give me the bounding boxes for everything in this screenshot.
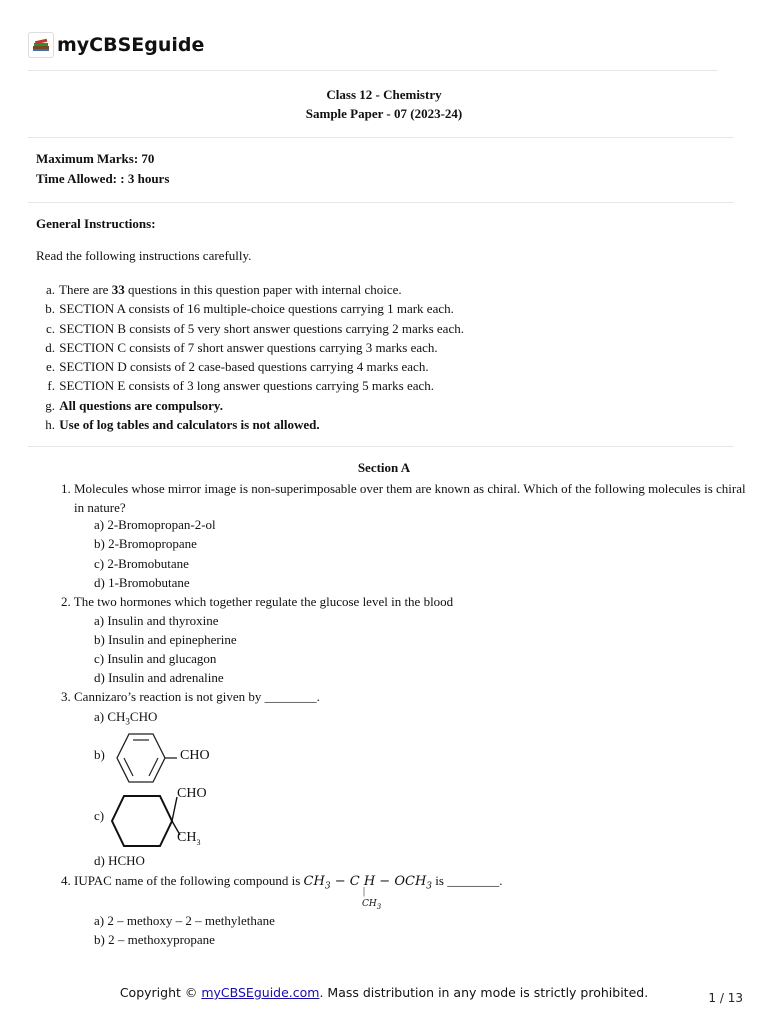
question-3-text: 3. Cannizaro’s reaction is not given by ________. <box>61 689 320 704</box>
question-1 <box>61 479 746 517</box>
q4-option-a: a) 2 – methoxy – 2 – methylethane <box>94 913 275 928</box>
formula-part: H <box>363 874 376 889</box>
instruction-text: SECTION B consists of 5 very short answer questions carrying 2 marks each. <box>59 320 464 336</box>
paper-class: Class 12 - Chemistry <box>326 87 442 102</box>
section-a-heading: Section A <box>357 460 411 475</box>
instructions-intro: Read the following instructions carefully. <box>36 248 252 263</box>
instruction-item <box>36 299 464 318</box>
q3-option-a-prefix: a) CH <box>94 709 126 724</box>
q3-option-a-suffix: CHO <box>129 709 158 724</box>
instruction-marker: h. <box>45 417 55 433</box>
brand-name: myCBSEguide <box>57 34 205 56</box>
q1-option-b: b) 2-Bromopropane <box>94 536 197 551</box>
benzaldehyde-structure <box>111 733 177 783</box>
instruction-item <box>36 376 464 395</box>
instruction-text: SECTION E consists of 3 long answer questions carrying 5 marks each. <box>59 378 435 394</box>
divider <box>28 137 734 138</box>
formula-branch-text: CH <box>362 899 377 909</box>
q2-option-a: a) Insulin and thyroxine <box>94 613 219 628</box>
q4-option-b: b) 2 – methoxypropane <box>94 932 215 947</box>
q2-option-c: c) Insulin and glucagon <box>94 651 217 666</box>
formula-branch-subscript: 3 <box>376 902 382 911</box>
instruction-marker: f. <box>47 378 55 394</box>
time-allowed: Time Allowed: : 3 hours <box>36 171 170 186</box>
formula-part: − <box>330 874 350 889</box>
instruction-item <box>36 280 464 299</box>
divider <box>28 70 718 71</box>
instruction-text: Use of log tables and calculators is not allowed. <box>59 417 320 433</box>
instruction-marker: e. <box>45 359 55 375</box>
q3-option-a-subscript: 3 <box>125 716 130 727</box>
instruction-text: SECTION A consists of 16 multiple-choice questions carrying 1 mark each. <box>59 301 454 317</box>
cyclohexane-bottom-group <box>177 830 200 847</box>
instruction-text: There are <box>59 282 112 297</box>
benzaldehyde-group-label: CHO <box>180 748 210 763</box>
cyclohexane-bottom-group-subscript: 3 <box>196 837 201 847</box>
cyclohexane-structure <box>110 795 186 847</box>
instruction-marker: d. <box>45 339 55 355</box>
formula-part: OCH <box>394 874 427 889</box>
instruction-item <box>36 415 464 434</box>
instruction-marker: g. <box>45 397 55 413</box>
divider <box>28 446 734 447</box>
brand-logo <box>28 32 204 58</box>
cyclohexane-bottom-group-text: CH <box>177 830 197 845</box>
question-4-text <box>61 873 502 892</box>
instruction-item <box>36 338 464 357</box>
instruction-marker: b. <box>45 301 55 317</box>
instruction-text: SECTION C consists of 7 short answer questions carrying 3 marks each. <box>59 339 438 355</box>
formula-part: C <box>349 874 360 889</box>
compound-formula <box>303 874 433 892</box>
q3-option-d: d) HCHO <box>94 853 145 868</box>
q1-option-d: d) 1-Bromobutane <box>94 575 190 590</box>
copyright-prefix: Copyright © <box>119 985 202 1000</box>
question-4-prefix: 4. IUPAC name of the following compound is <box>61 873 304 888</box>
instructions-list <box>36 280 464 434</box>
question-2-text: 2. The two hormones which together regulate the glucose level in the blood <box>61 594 454 609</box>
formula-subscript: 3 <box>426 881 433 892</box>
formula-branch-group <box>362 899 381 911</box>
instruction-item <box>36 357 464 376</box>
paper-title: Sample Paper - 07 (2023-24) <box>305 106 463 121</box>
instruction-marker: c. <box>45 320 55 336</box>
page-number: 1 / 13 <box>708 991 743 1005</box>
question-1-text: 1. Molecules whose mirror image is non-superimposable over them are known as chiral. Which of the following molecules is chiral in nature? <box>61 481 746 515</box>
instruction-marker: a. <box>45 282 55 297</box>
formula-subscript: 3 <box>324 881 331 892</box>
q2-option-b: b) Insulin and epinepherine <box>94 632 237 647</box>
mycbseguide-link[interactable]: myCBSEguide.com <box>201 985 320 1000</box>
formula-branch-bond: | <box>363 886 366 897</box>
maximum-marks: Maximum Marks: 70 <box>36 151 155 166</box>
q2-option-d: d) Insulin and adrenaline <box>94 670 224 685</box>
formula-part: − <box>375 874 395 889</box>
divider <box>28 202 734 203</box>
instructions-heading: General Instructions: <box>36 216 156 231</box>
instruction-text: questions in this question paper with internal choice. <box>124 282 402 297</box>
q3-option-b-label: b) <box>94 747 105 762</box>
formula-part: CH <box>303 874 325 889</box>
cyclohexane-top-group: CHO <box>177 786 207 801</box>
books-icon <box>28 32 54 58</box>
copyright-footer <box>0 985 768 1000</box>
question-4-suffix: is ________. <box>432 873 503 888</box>
instruction-text: SECTION D consists of 2 case-based questions carrying 4 marks each. <box>59 359 429 375</box>
instruction-item <box>36 396 464 415</box>
q3-option-c-label: c) <box>94 808 105 823</box>
instruction-text: 33 <box>111 282 125 297</box>
q1-option-a: a) 2-Bromopropan-2-ol <box>94 517 216 532</box>
copyright-suffix: . Mass distribution in any mode is strictly prohibited. <box>319 985 649 1000</box>
instruction-item <box>36 319 464 338</box>
q1-option-c: c) 2-Bromobutane <box>94 556 189 571</box>
instruction-text: All questions are compulsory. <box>59 397 223 413</box>
q3-option-a <box>94 709 157 727</box>
